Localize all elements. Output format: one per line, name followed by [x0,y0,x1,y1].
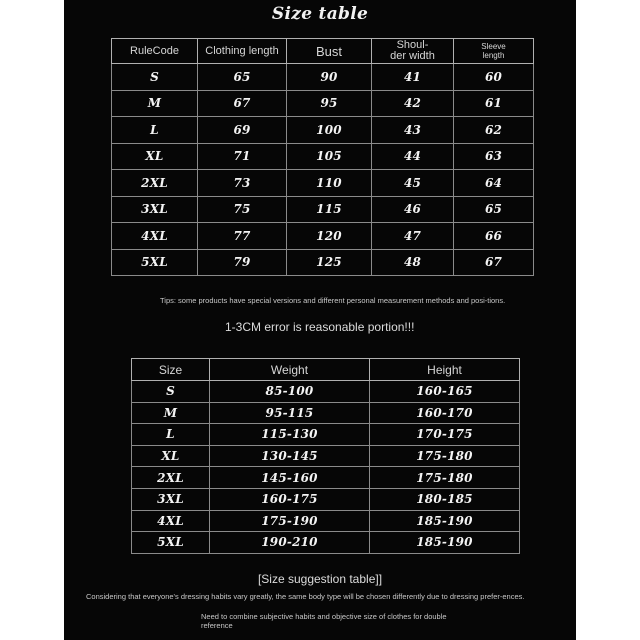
table-row [132,445,520,467]
bust-cell: 125 [287,249,372,276]
size-cell: 5XL [112,249,198,276]
clothing-length-cell: 77 [198,223,287,250]
size-cell: 2XL [132,467,210,489]
bust-cell: 110 [287,170,372,197]
header-rule-code: RuleCode [112,39,198,64]
combine-note: Need to combine subjective habits and objective size of clothes for double reference [201,612,447,630]
bust-cell: 100 [287,117,372,144]
table-row [112,143,534,170]
sleeve-line1: Sleeve [481,42,506,51]
weight-cell: 130-145 [210,445,370,467]
size-cell: 4XL [112,223,198,250]
size-table-header [112,39,534,64]
shoulder-cell: 48 [372,249,454,276]
height-cell: 175-180 [370,445,520,467]
size-cell: L [132,424,210,446]
table-row [112,64,534,91]
sleeve-cell: 65 [454,196,534,223]
table-row [132,467,520,489]
clothing-length-cell: 79 [198,249,287,276]
bust-cell: 90 [287,64,372,91]
bust-cell: 105 [287,143,372,170]
size-cell: S [132,381,210,403]
header-size: Size [132,359,210,381]
page-title: Size table [271,4,369,24]
header-clothing-length: Clothing length [198,39,287,64]
bust-cell: 95 [287,90,372,117]
size-table [111,38,534,276]
clothing-length-cell: 73 [198,170,287,197]
sleeve-line2: length [482,51,505,60]
sleeve-cell: 60 [454,64,534,91]
table-row [132,532,520,554]
shoulder-cell: 45 [372,170,454,197]
height-cell: 185-190 [370,510,520,532]
shoulder-line1: Shoul- [396,39,429,51]
table-row [112,170,534,197]
shoulder-cell: 41 [372,64,454,91]
sleeve-cell: 61 [454,90,534,117]
height-cell: 170-175 [370,424,520,446]
header-bust: Bust [287,39,372,64]
tips-text: Tips: some products have special versions and different personal measurement methods and posi-tions. [160,296,506,305]
sleeve-cell: 64 [454,170,534,197]
size-cell: XL [112,143,198,170]
table-row [132,488,520,510]
clothing-length-cell: 75 [198,196,287,223]
height-cell: 175-180 [370,467,520,489]
bust-cell: 120 [287,223,372,250]
header-weight: Weight [210,359,370,381]
size-cell: 5XL [132,532,210,554]
table-row [112,223,534,250]
table-row [132,402,520,424]
size-cell: 2XL [112,170,198,197]
clothing-length-cell: 71 [198,143,287,170]
weight-cell: 160-175 [210,488,370,510]
size-cell: 3XL [112,196,198,223]
considering-note: Considering that everyone's dressing habits vary greatly, the same body type will be chosen differently due to dressing prefer-ences. [86,592,525,601]
size-suggestion-table [131,358,520,554]
table-row [132,424,520,446]
shoulder-cell: 44 [372,143,454,170]
header-shoulder-width [372,39,454,64]
size-cell: M [132,402,210,424]
size-cell: L [112,117,198,144]
error-note: 1-3CM error is reasonable portion!!! [225,320,415,334]
size-cell: S [112,64,198,91]
size-cell: 4XL [132,510,210,532]
header-height: Height [370,359,520,381]
size-cell: M [112,90,198,117]
height-cell: 180-185 [370,488,520,510]
sleeve-cell: 66 [454,223,534,250]
table-row [112,249,534,276]
weight-cell: 175-190 [210,510,370,532]
height-cell: 185-190 [370,532,520,554]
shoulder-cell: 47 [372,223,454,250]
sleeve-cell: 67 [454,249,534,276]
clothing-length-cell: 67 [198,90,287,117]
weight-cell: 115-130 [210,424,370,446]
size-cell: 3XL [132,488,210,510]
table-row [132,510,520,532]
suggestion-caption: [Size suggestion table]] [257,572,383,586]
table-row [112,117,534,144]
table-row [112,196,534,223]
height-cell: 160-170 [370,402,520,424]
shoulder-cell: 42 [372,90,454,117]
suggestion-table-header [132,359,520,381]
clothing-length-cell: 69 [198,117,287,144]
shoulder-cell: 46 [372,196,454,223]
shoulder-line2: der width [390,50,435,62]
height-cell: 160-165 [370,381,520,403]
size-cell: XL [132,445,210,467]
weight-cell: 190-210 [210,532,370,554]
sleeve-cell: 63 [454,143,534,170]
table-row [112,90,534,117]
clothing-length-cell: 65 [198,64,287,91]
weight-cell: 95-115 [210,402,370,424]
sleeve-cell: 62 [454,117,534,144]
weight-cell: 85-100 [210,381,370,403]
weight-cell: 145-160 [210,467,370,489]
bust-cell: 115 [287,196,372,223]
shoulder-cell: 43 [372,117,454,144]
table-row [132,381,520,403]
header-sleeve-length [454,39,534,64]
